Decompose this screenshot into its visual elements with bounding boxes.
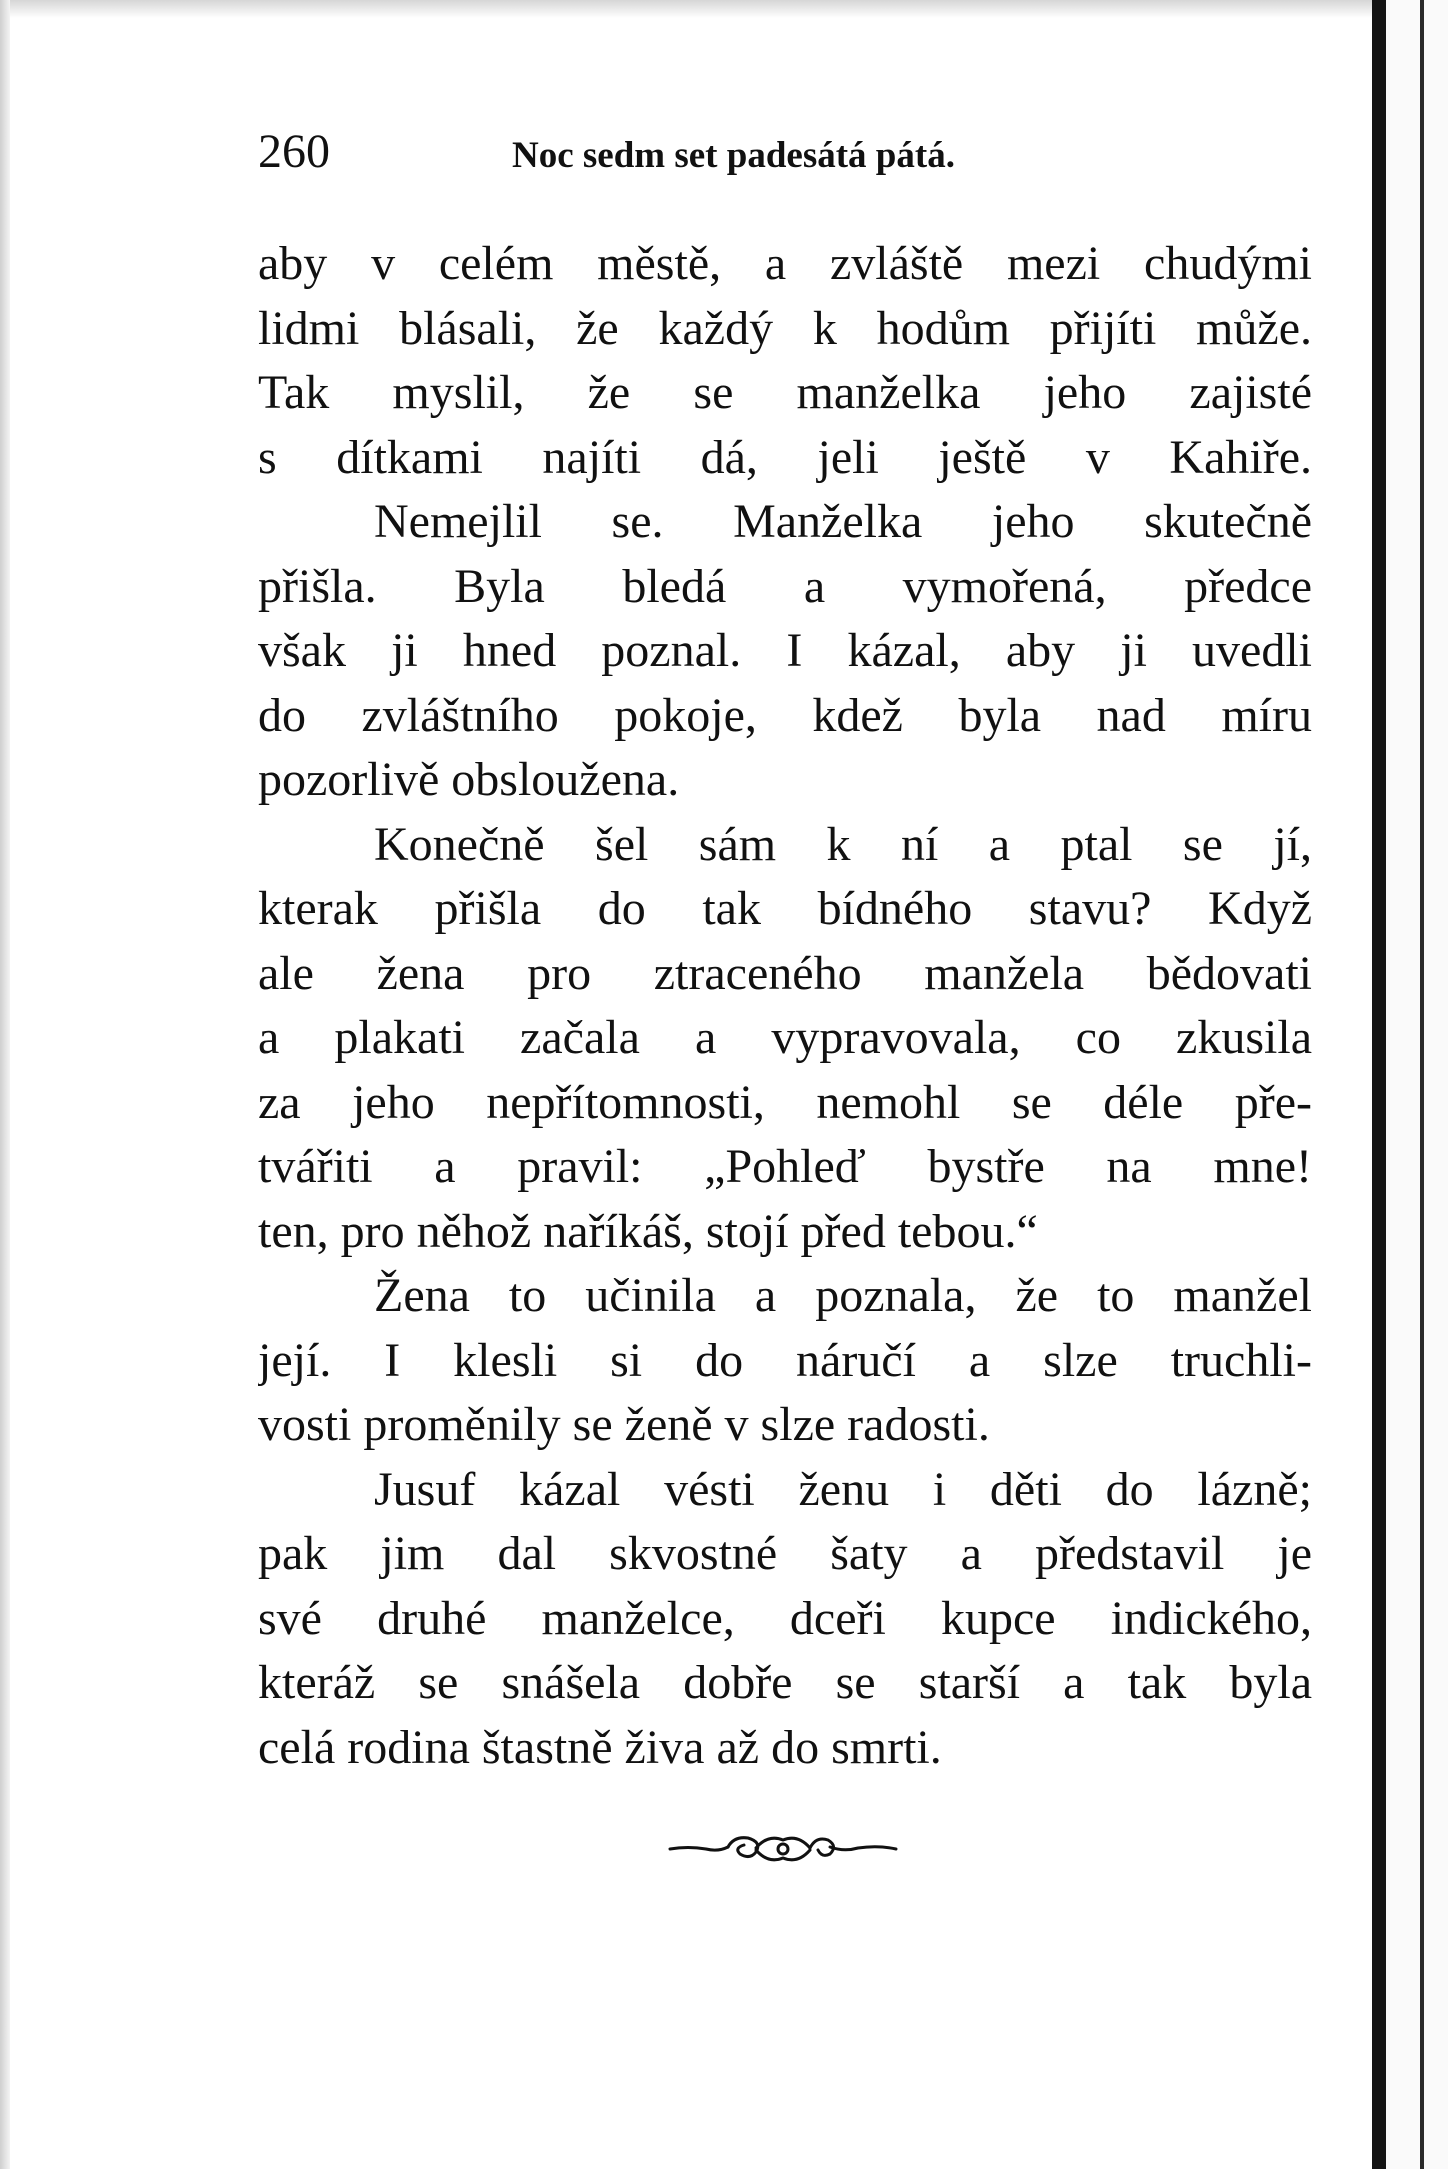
text-line: vosti proměnily se ženě v slze radosti. [258, 1398, 990, 1451]
text-line: Konečně šel sám k ní a ptal se jí, [374, 817, 1312, 871]
text-line: lidmi blásali, že každý k hodům přijíti může. [258, 301, 1312, 355]
text-line: s dítkami najíti dá, jeli ještě v Kahiře. [258, 430, 1312, 484]
scan-edge-left [0, 0, 10, 2169]
page-number: 260 [258, 125, 330, 178]
running-title: Noc sedm set padesátá pátá. [512, 135, 955, 176]
text-line: přišla. Byla bledá a vymořená, předce [258, 559, 1312, 613]
text-line: tvářiti a pravil: „Pohleď bystře na mne! [258, 1140, 1312, 1193]
text-line: do zvláštního pokoje, kdež byla nad míru [258, 688, 1312, 742]
text-line: pak jim dal skvostné šaty a představil je [258, 1527, 1312, 1580]
text-line: Tak myslil, že se manželka jeho zajisté [258, 366, 1312, 419]
text-line: pozorlivě obsloužena. [258, 753, 680, 806]
text-line: aby v celém městě, a zvláště mezi chudými [258, 237, 1312, 290]
page-border-right [1372, 0, 1386, 2169]
scroll-flourish-icon [668, 1826, 898, 1872]
text-line: ten, pro něhož naříkáš, stojí před tebou.“ [258, 1204, 1038, 1258]
text-line: celá rodina štastně živa až do smrti. [258, 1720, 942, 1774]
page-header [258, 122, 1318, 182]
body-text [258, 232, 1312, 1780]
text-line: své druhé manželce, dceři kupce indického, [258, 1591, 1312, 1645]
text-line: kteráž se snášela dobře se starší a tak byla [258, 1656, 1312, 1709]
text-line: za jeho nepřítomnosti, nemohl se déle pře- [258, 1075, 1312, 1129]
outer-page-strip-line [1420, 0, 1424, 2169]
text-line: Jusuf kázal vésti ženu i děti do lázně; [374, 1462, 1312, 1516]
text-line: její. I klesli si do náručí a slze truchli- [258, 1333, 1312, 1387]
outer-page-strip [1386, 0, 1448, 2169]
text-line: ale žena pro ztraceného manžela bědovati [258, 946, 1312, 1000]
text-line: Nemejlil se. Manželka jeho skutečně [374, 495, 1312, 548]
scan-edge-top [0, 0, 1448, 18]
text-line: a plakati začala a vypravovala, co zkusila [258, 1011, 1312, 1064]
text-line: však ji hned poznal. I kázal, aby ji uvedli [258, 624, 1312, 677]
text-line: kterak přišla do tak bídného stavu? Když [258, 882, 1312, 935]
text-line: Žena to učinila a poznala, že to manžel [374, 1269, 1312, 1322]
